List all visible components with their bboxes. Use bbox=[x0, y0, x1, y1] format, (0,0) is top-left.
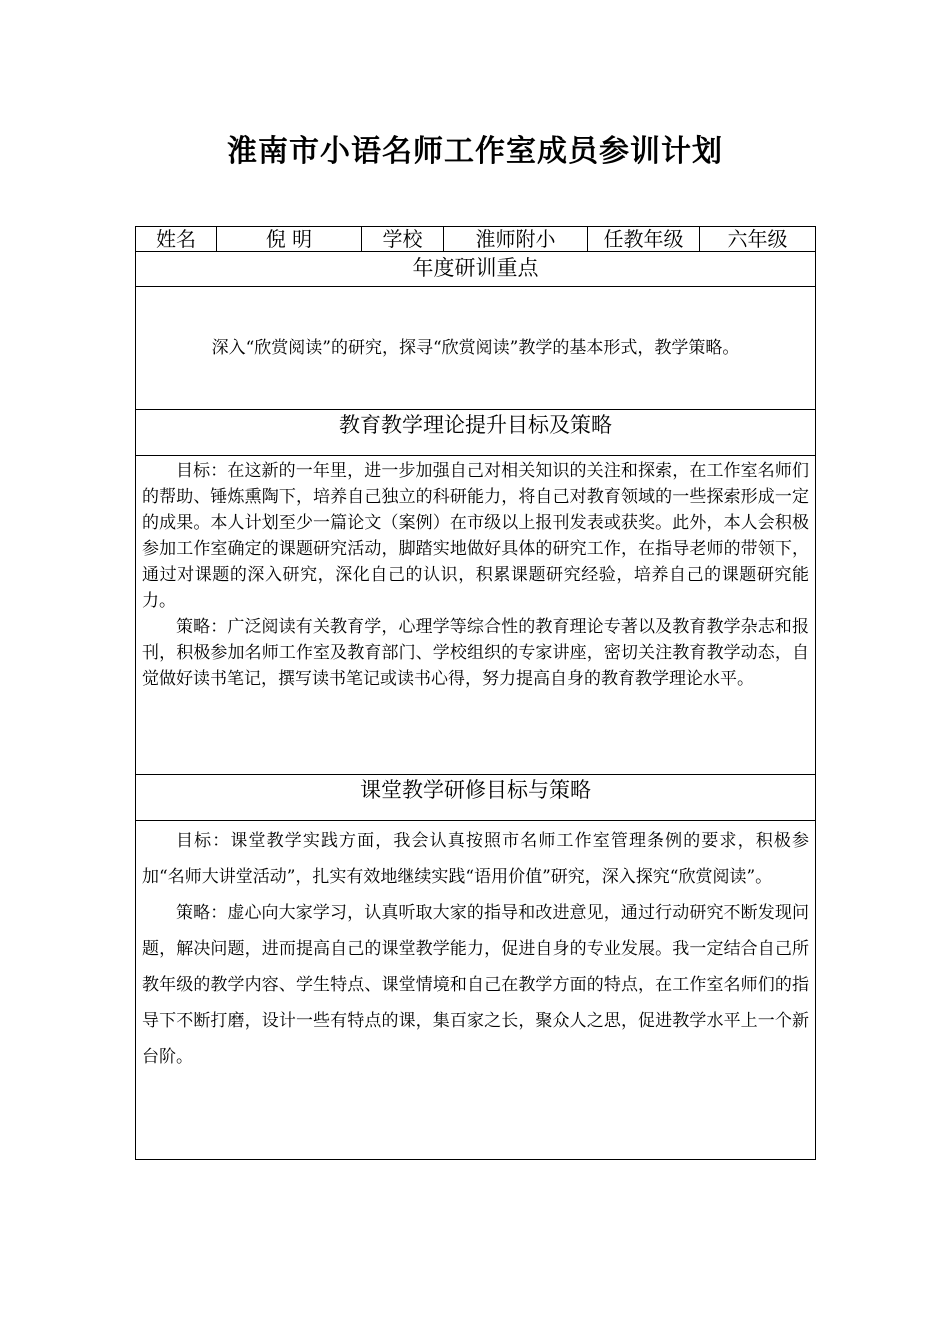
grade-value: 六年级 bbox=[700, 227, 816, 252]
plan-table bbox=[135, 226, 816, 1160]
annual-focus-content: 深入“欣赏阅读”的研究，探寻“欣赏阅读”教学的基本形式，教学策略。 bbox=[136, 287, 816, 410]
info-row bbox=[136, 227, 816, 252]
theory-row bbox=[136, 456, 816, 775]
classroom-heading: 课堂教学研修目标与策略 bbox=[136, 775, 816, 821]
theory-heading-row bbox=[136, 410, 816, 456]
annual-focus-heading-row bbox=[136, 252, 816, 287]
classroom-heading-row bbox=[136, 775, 816, 821]
annual-focus-row bbox=[136, 287, 816, 410]
classroom-row bbox=[136, 821, 816, 1160]
name-value: 倪 明 bbox=[217, 227, 362, 252]
theory-goal: 目标：在这新的一年里，进一步加强自己对相关知识的关注和探索，在工作室名师们的帮助、锤炼熏陶下，培养自己独立的科研能力，将自己对教育领域的一些探索形成一定的成果。本人计划至少一篇论文（案例）在市级以上报刊发表或获奖。此外，本人会积极参加工作室确定的课题研究活动，脚踏实地做好具体的研究工作，在指导老师的带领下，通过对课题的深入研究，深化自己的认识，积累课题研究经验，培养自己的课题研究能力。 bbox=[142, 461, 809, 611]
school-value: 淮师附小 bbox=[444, 227, 588, 252]
classroom-strategy: 策略：虚心向大家学习，认真听取大家的指导和改进意见，通过行动研究不断发现问题，解决问题，进而提高自己的课堂教学能力，促进自身的专业发展。我一定结合自己所教年级的教学内容、学生特点、课堂情境和自己在教学方面的特点，在工作室名师们的指导下不断打磨，设计一些有特点的课，集百家之长，聚众人之思，促进教学水平上一个新台阶。 bbox=[142, 903, 809, 1067]
name-label: 姓名 bbox=[136, 227, 217, 252]
theory-content bbox=[136, 456, 816, 775]
theory-strategy: 策略：广泛阅读有关教育学，心理学等综合性的教育理论专著以及教育教学杂志和报刊，积极参加名师工作室及教育部门、学校组织的专家讲座，密切关注教育教学动态，自觉做好读书笔记，撰写读书笔记或读书心得，努力提高自身的教育教学理论水平。 bbox=[142, 617, 809, 689]
classroom-goal: 目标：课堂教学实践方面，我会认真按照市名师工作室管理条例的要求，积极参加“名师大讲堂活动”，扎实有效地继续实践“语用价值”研究，深入探究“欣赏阅读”。 bbox=[142, 831, 809, 887]
classroom-content bbox=[136, 821, 816, 1160]
annual-focus-heading: 年度研训重点 bbox=[136, 252, 816, 287]
theory-heading: 教育教学理论提升目标及策略 bbox=[136, 410, 816, 456]
school-label: 学校 bbox=[362, 227, 444, 252]
document-title: 淮南市小语名师工作室成员参训计划 bbox=[227, 134, 723, 169]
grade-label: 任教年级 bbox=[588, 227, 700, 252]
